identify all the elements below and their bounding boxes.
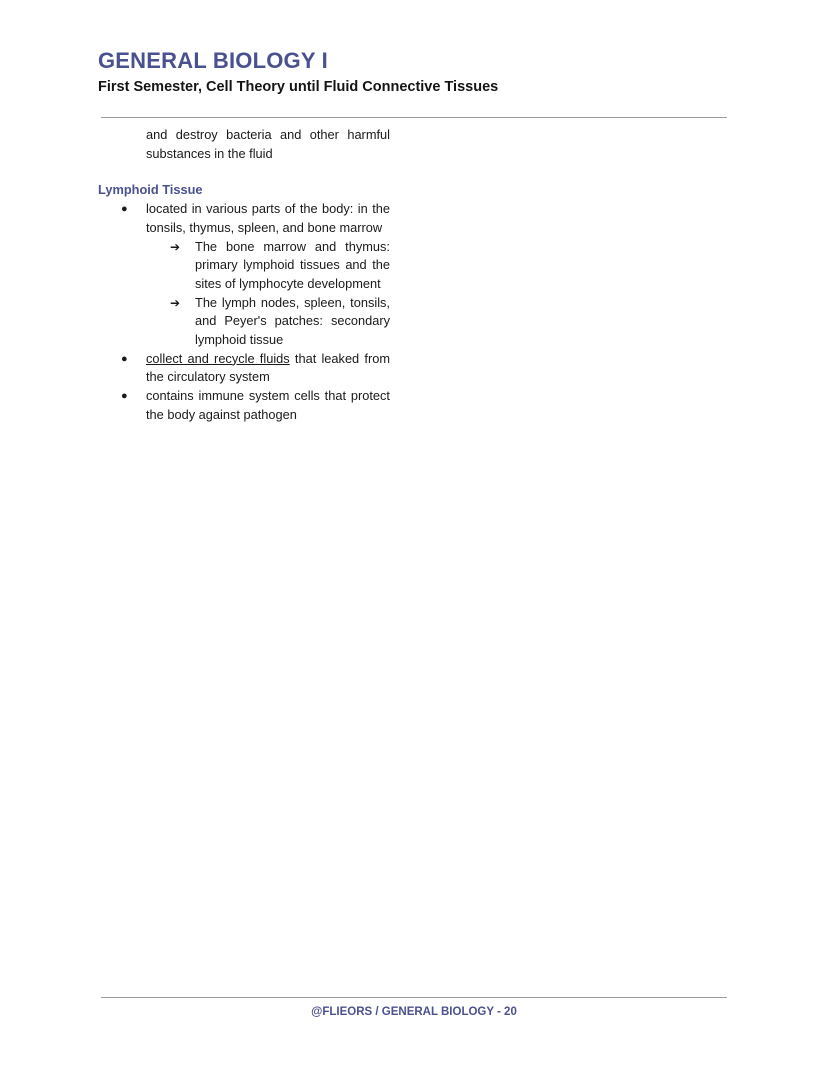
bullet-icon: ● [121, 390, 128, 403]
list-item [98, 350, 390, 387]
sub-list-item [146, 238, 390, 294]
bullet-list [98, 200, 390, 424]
sub-list-item-text: The bone marrow and thymus: primary lymphoid tissues and the sites of lymphocyte development [195, 238, 390, 291]
page-footer: @FLIEORS / GENERAL BIOLOGY - 20 [311, 1006, 517, 1018]
footer-divider [101, 997, 727, 998]
sub-list-item [146, 294, 390, 350]
underlined-text: collect and recycle fluids [146, 350, 290, 366]
continuation-paragraph: and destroy bacteria and other harmful substances in the fluid [146, 127, 390, 161]
list-item [98, 200, 390, 350]
page-title: GENERAL BIOLOGY I [98, 48, 328, 73]
list-item-text: located in various parts of the body: in the tonsils, thymus, spleen, and bone marrow [146, 201, 390, 235]
bullet-icon: ● [121, 352, 128, 365]
bullet-icon: ● [121, 203, 128, 216]
header-divider [101, 117, 727, 118]
arrow-right-icon: ➔ [170, 295, 181, 310]
document-body [98, 126, 390, 425]
section-heading: Lymphoid Tissue [98, 182, 203, 198]
list-item-text: contains immune system cells that protect the body against pathogen [146, 388, 390, 422]
list-item-text [146, 350, 390, 387]
sub-list [146, 238, 390, 350]
sub-list-item-text: The lymph nodes, spleen, tonsils, and Peyer's patches: secondary lymphoid tissue [195, 294, 390, 348]
page-subtitle: First Semester, Cell Theory until Fluid Connective Tissues [98, 79, 499, 95]
arrow-right-icon: ➔ [170, 239, 181, 254]
list-item [98, 387, 390, 424]
list-item-text-rest: that leaked from the circulatory system [146, 350, 390, 385]
